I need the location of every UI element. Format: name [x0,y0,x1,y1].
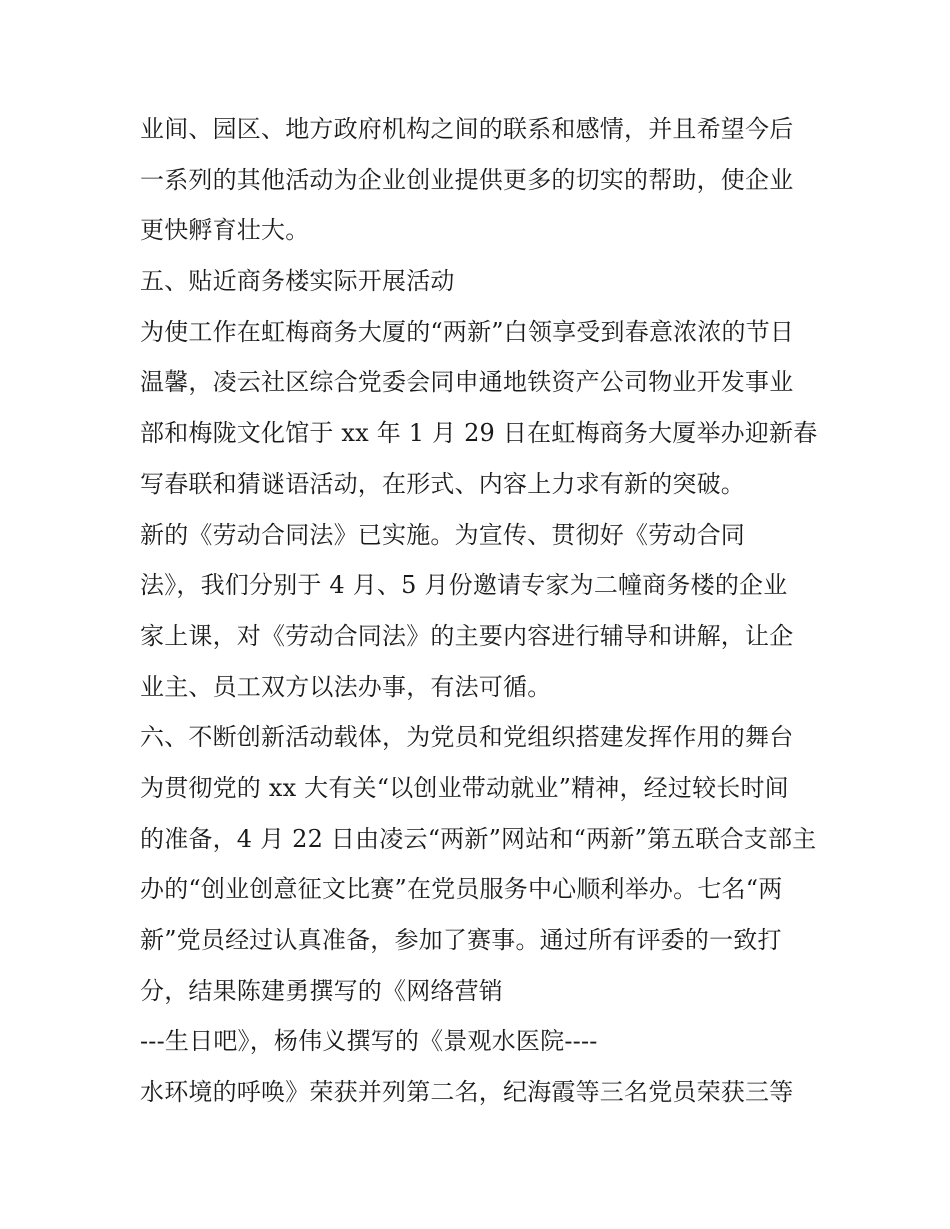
text-line: 家上课，对《劳动合同法》的主要内容进行辅导和讲解，让企 [140,621,794,650]
text-line: 办的“创业创意征文比赛”在党员服务中心顺利举办。七名“两 [140,875,783,904]
text-line: 业间、园区、地方政府机构之间的联系和感情，并且希望今后 [140,115,794,143]
text-line: 写春联和猜谜语活动，在形式、内容上力求有新的突破。 [140,469,745,498]
body-text [140,104,820,1118]
text-line: 温馨，凌云社区综合党委会同申通地铁资产公司物业开发事业 [140,368,794,397]
text-line: 分，结果陈建勇撰写的《网络营销 [140,976,503,1005]
text-line: 部和梅陇文化馆于 xx 年 1 月 29 日在虹梅商务大厦举办迎新春 [140,419,818,448]
text-line: 水环境的呼唤》荣获并列第二名，纪海霞等三名党员荣获三等 [140,1078,794,1107]
text-line: 法》，我们分别于 4 月、5 月份邀请专家为二幢商务楼的企业 [140,571,788,600]
text-line: 新”党员经过认真准备，参加了赛事。通过所有评委的一致打 [140,926,782,954]
section-heading: 六、不断创新活动载体，为党员和党组织搭建发挥作用的舞台 [140,723,794,752]
text-line: 一系列的其他活动为企业创业提供更多的切实的帮助，使企业 [140,165,794,194]
text-line: 业主、员工双方以法办事，有法可循。 [140,672,552,701]
section-heading: 五、贴近商务楼实际开展活动 [140,267,455,296]
text-line: 为使工作在虹梅商务大厦的“两新”白领享受到春意浓浓的节日 [140,317,795,346]
text-line: ---生日吧》，杨伟义撰写的《景观水医院---- [140,1027,598,1056]
text-line: 更快孵育壮大。 [140,216,310,245]
text-line: 新的《劳动合同法》已实施。为宣传、贯彻好《劳动合同 [140,520,745,549]
text-line: 为贯彻党的 xx 大有关“以创业带动就业”精神，经过较长时间 [140,773,789,802]
text-line: 的准备，4 月 22 日由凌云“两新”网站和“两新”第五联合支部主 [140,824,817,853]
